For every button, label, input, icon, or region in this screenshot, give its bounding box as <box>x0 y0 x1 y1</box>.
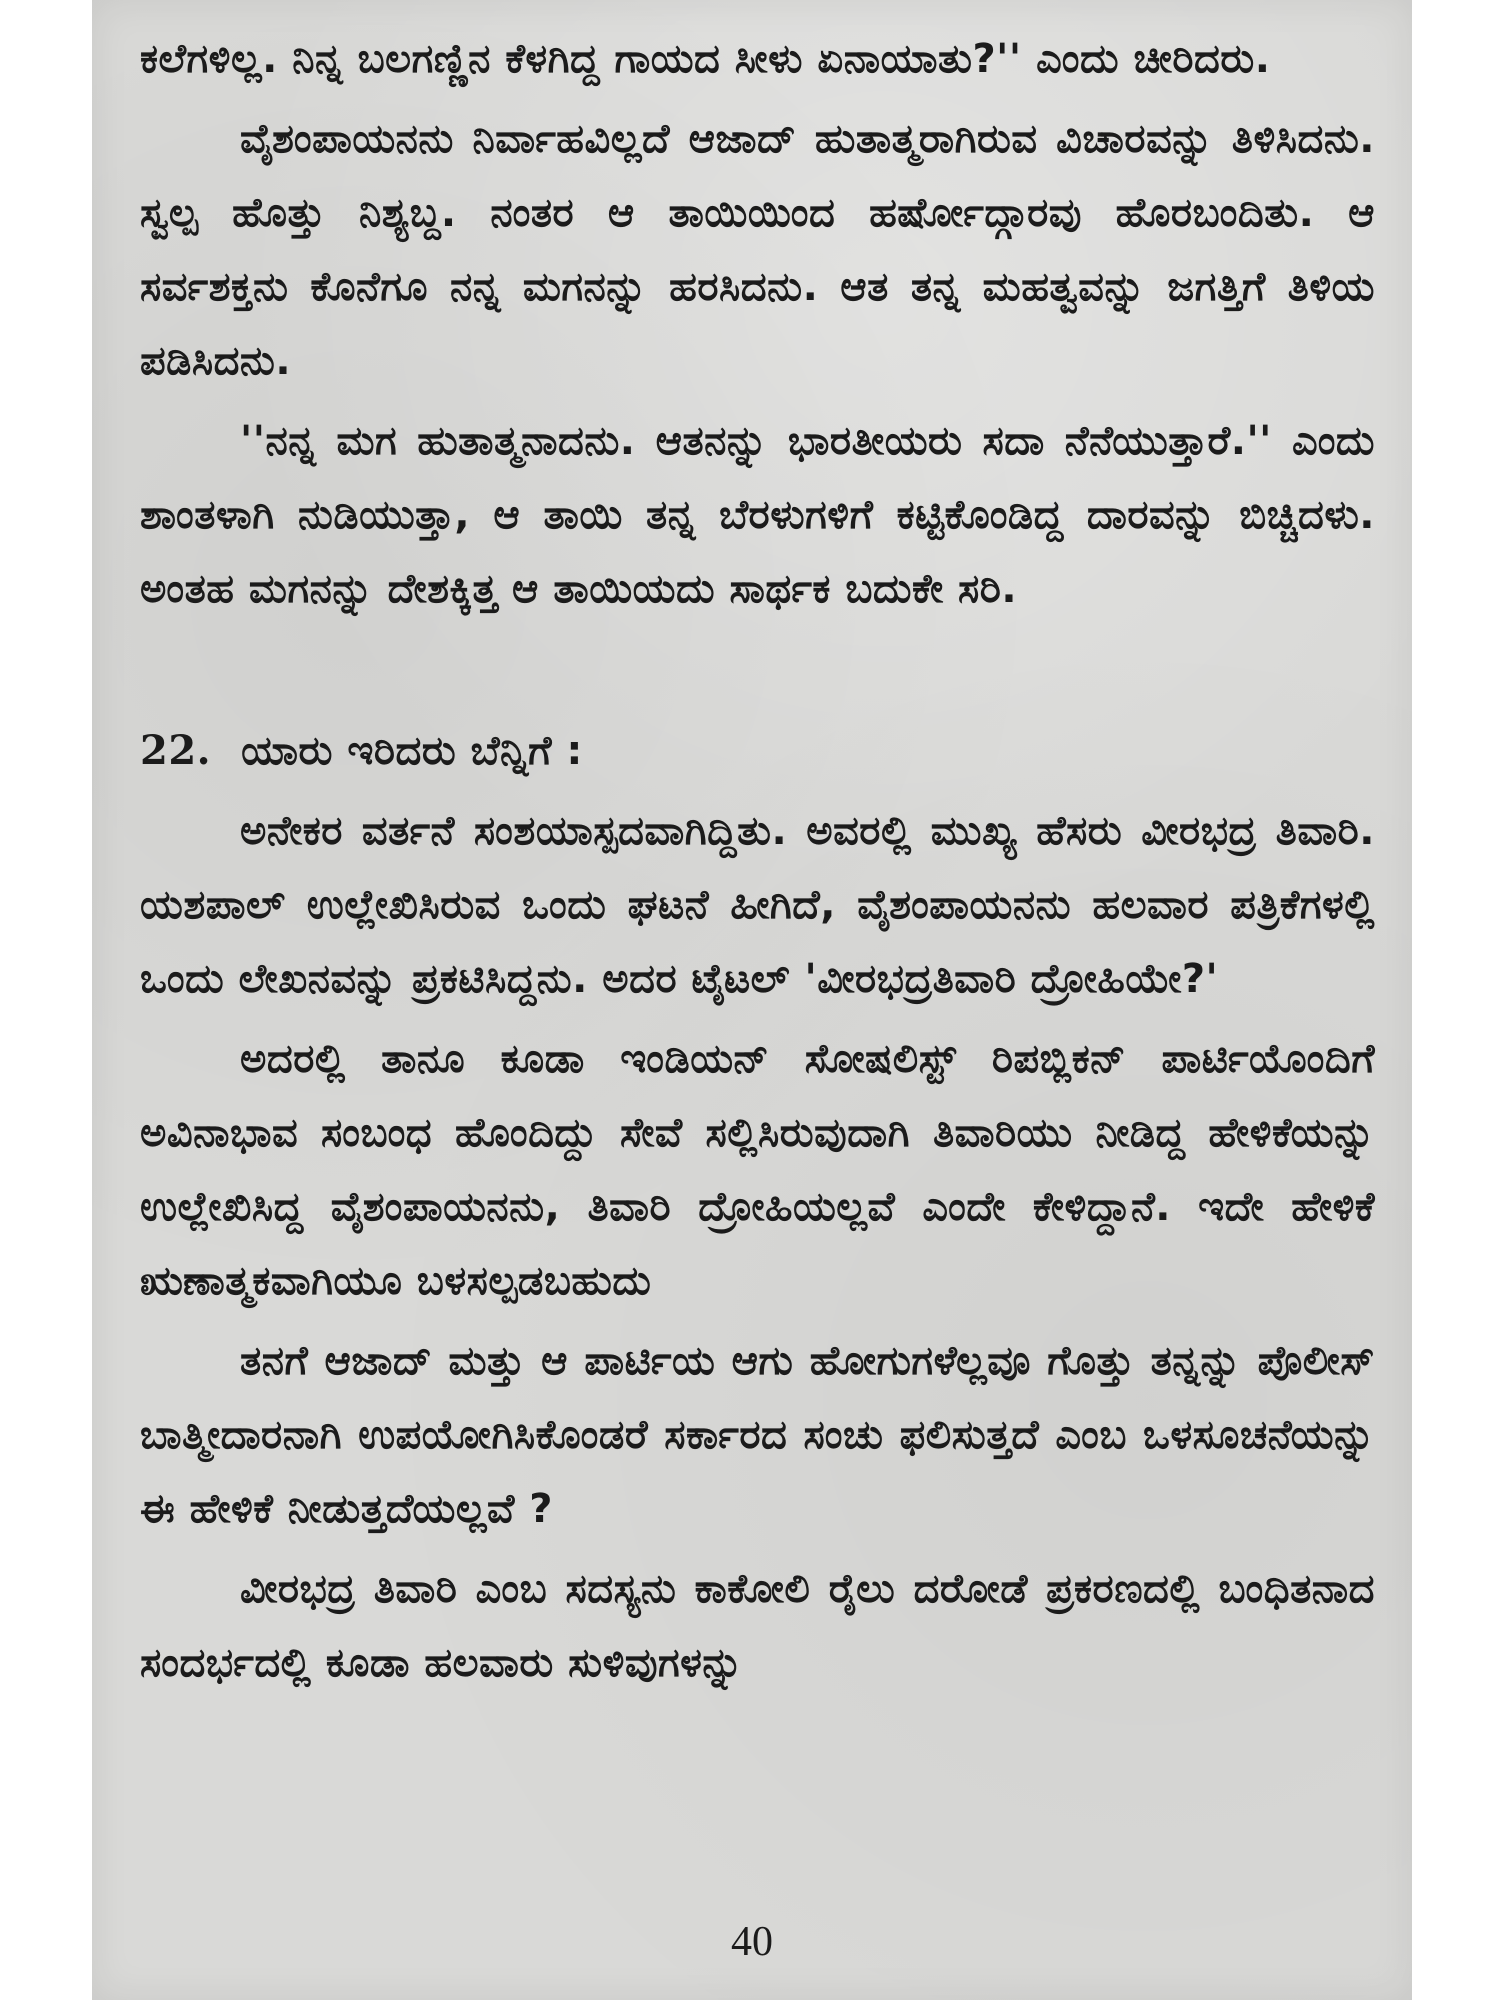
paragraph: ''ನನ್ನ ಮಗ ಹುತಾತ್ಮನಾದನು. ಆತನನ್ನು ಭಾರತೀಯರು ಸದಾ ನೆನೆಯುತ್ತಾರೆ.'' ಎಂದು ಶಾಂತಳಾಗಿ ನುಡಿಯುತ್ತಾ, ಆ ತಾಯಿ ತನ್ನ ಬೆರಳುಗಳಿಗೆ ಕಟ್ಟಿಕೊಂಡಿದ್ದ ದಾರವನ್ನು ಬಿಚ್ಚಿದಳು. ಅಂತಹ ಮಗನನ್ನು ದೇಶಕ್ಕಿತ್ತ ಆ ತಾಯಿಯದು ಸಾರ್ಥಕ ಬದುಕೇ ಸರಿ. <box>140 418 1375 612</box>
paragraph: ವೀರಭದ್ರ ತಿವಾರಿ ಎಂಬ ಸದಸ್ಯನು ಕಾಕೋಲಿ ರೈಲು ದರೋಡೆ ಪ್ರಕರಣದಲ್ಲಿ ಬಂಧಿತನಾದ ಸಂದರ್ಭದಲ್ಲಿ ಕೂಡಾ ಹಲವಾರು ಸುಳಿವುಗಳನ್ನು <box>140 1566 1375 1686</box>
paragraph: ಅದರಲ್ಲಿ ತಾನೂ ಕೂಡಾ ಇಂಡಿಯನ್ ಸೋಷಲಿಸ್ಟ್ ರಿಪಬ್ಲಿಕನ್ ಪಾರ್ಟಿಯೊಂದಿಗೆ ಅವಿನಾಭಾವ ಸಂಬಂಧ ಹೊಂದಿದ್ದು ಸೇವೆ ಸಲ್ಲಿಸಿರುವುದಾಗಿ ತಿವಾರಿಯು ನೀಡಿದ್ದ ಹೇಳಿಕೆಯನ್ನು ಉಲ್ಲೇಖಿಸಿದ್ದ ವೈಶಂಪಾಯನನು, ತಿವಾರಿ ದ್ರೋಹಿಯಲ್ಲವೆ ಎಂದೇ ಕೇಳಿದ್ದಾನೆ. ಇದೇ ಹೇಳಿಕೆ ಋಣಾತ್ಮಕವಾಗಿಯೂ ಬಳಸಲ್ಪಡಬಹುದು <box>140 1036 1375 1304</box>
page-number: 40 <box>731 1919 773 1965</box>
paragraph: ಅನೇಕರ ವರ್ತನೆ ಸಂಶಯಾಸ್ಪದವಾಗಿದ್ದಿತು. ಅವರಲ್ಲಿ ಮುಖ್ಯ ಹೆಸರು ವೀರಭದ್ರ ತಿವಾರಿ. ಯಶಪಾಲ್ ಉಲ್ಲೇಖಿಸಿರುವ ಒಂದು ಘಟನೆ ಹೀಗಿದೆ, ವೈಶಂಪಾಯನನು ಹಲವಾರ ಪತ್ರಿಕೆಗಳಲ್ಲಿ ಒಂದು ಲೇಖನವನ್ನು ಪ್ರಕಟಿಸಿದ್ದನು. ಅದರ ಟೈಟಲ್ 'ವೀರಭದ್ರತಿವಾರಿ ದ್ರೋಹಿಯೇ?' <box>140 808 1375 1002</box>
paragraph-continuation: ಕಲೆಗಳಿಲ್ಲ. ನಿನ್ನ ಬಲಗಣ್ಣಿನ ಕೆಳಗಿದ್ದ ಗಾಯದ ಸೀಳು ಏನಾಯಾತು?'' ಎಂದು ಚೀರಿದರು. <box>140 36 1271 82</box>
paragraph: ವೈಶಂಪಾಯನನು ನಿರ್ವಾಹವಿಲ್ಲದೆ ಆಜಾದ್ ಹುತಾತ್ಮರಾಗಿರುವ ವಿಚಾರವನ್ನು ತಿಳಿಸಿದನು. ಸ್ವಲ್ಪ ಹೊತ್ತು ನಿಶ್ಯಬ್ದ. ನಂತರ ಆ ತಾಯಿಯಿಂದ ಹರ್ಷೋದ್ಗಾರವು ಹೊರಬಂದಿತು. ಆ ಸರ್ವಶಕ್ತನು ಕೊನೆಗೂ ನನ್ನ ಮಗನನ್ನು ಹರಸಿದನು. ಆತ ತನ್ನ ಮಹತ್ವವನ್ನು ಜಗತ್ತಿಗೆ ತಿಳಿಯ ಪಡಿಸಿದನು. <box>140 116 1375 384</box>
paragraph: ತನಗೆ ಆಜಾದ್ ಮತ್ತು ಆ ಪಾರ್ಟಿಯ ಆಗು ಹೋಗುಗಳೆಲ್ಲವೂ ಗೊತ್ತು ತನ್ನನ್ನು ಪೊಲೀಸ್ ಬಾತ್ಮೀದಾರನಾಗಿ ಉಪಯೋಗಿಸಿಕೊಂಡರೆ ಸರ್ಕಾರದ ಸಂಚು ಫಲಿಸುತ್ತದೆ ಎಂಬ ಒಳಸೂಚನೆಯನ್ನು ಈ ಹೇಳಿಕೆ ನೀಡುತ್ತದೆಯಲ್ಲವೆ ? <box>140 1338 1375 1532</box>
book-page <box>92 0 1412 2000</box>
section-number: 22. <box>140 727 212 774</box>
page-text-body <box>140 22 1375 1700</box>
section-title: ಯಾರು ಇರಿದರು ಬೆನ್ನಿಗೆ : <box>241 728 583 774</box>
section-heading <box>140 714 1375 788</box>
